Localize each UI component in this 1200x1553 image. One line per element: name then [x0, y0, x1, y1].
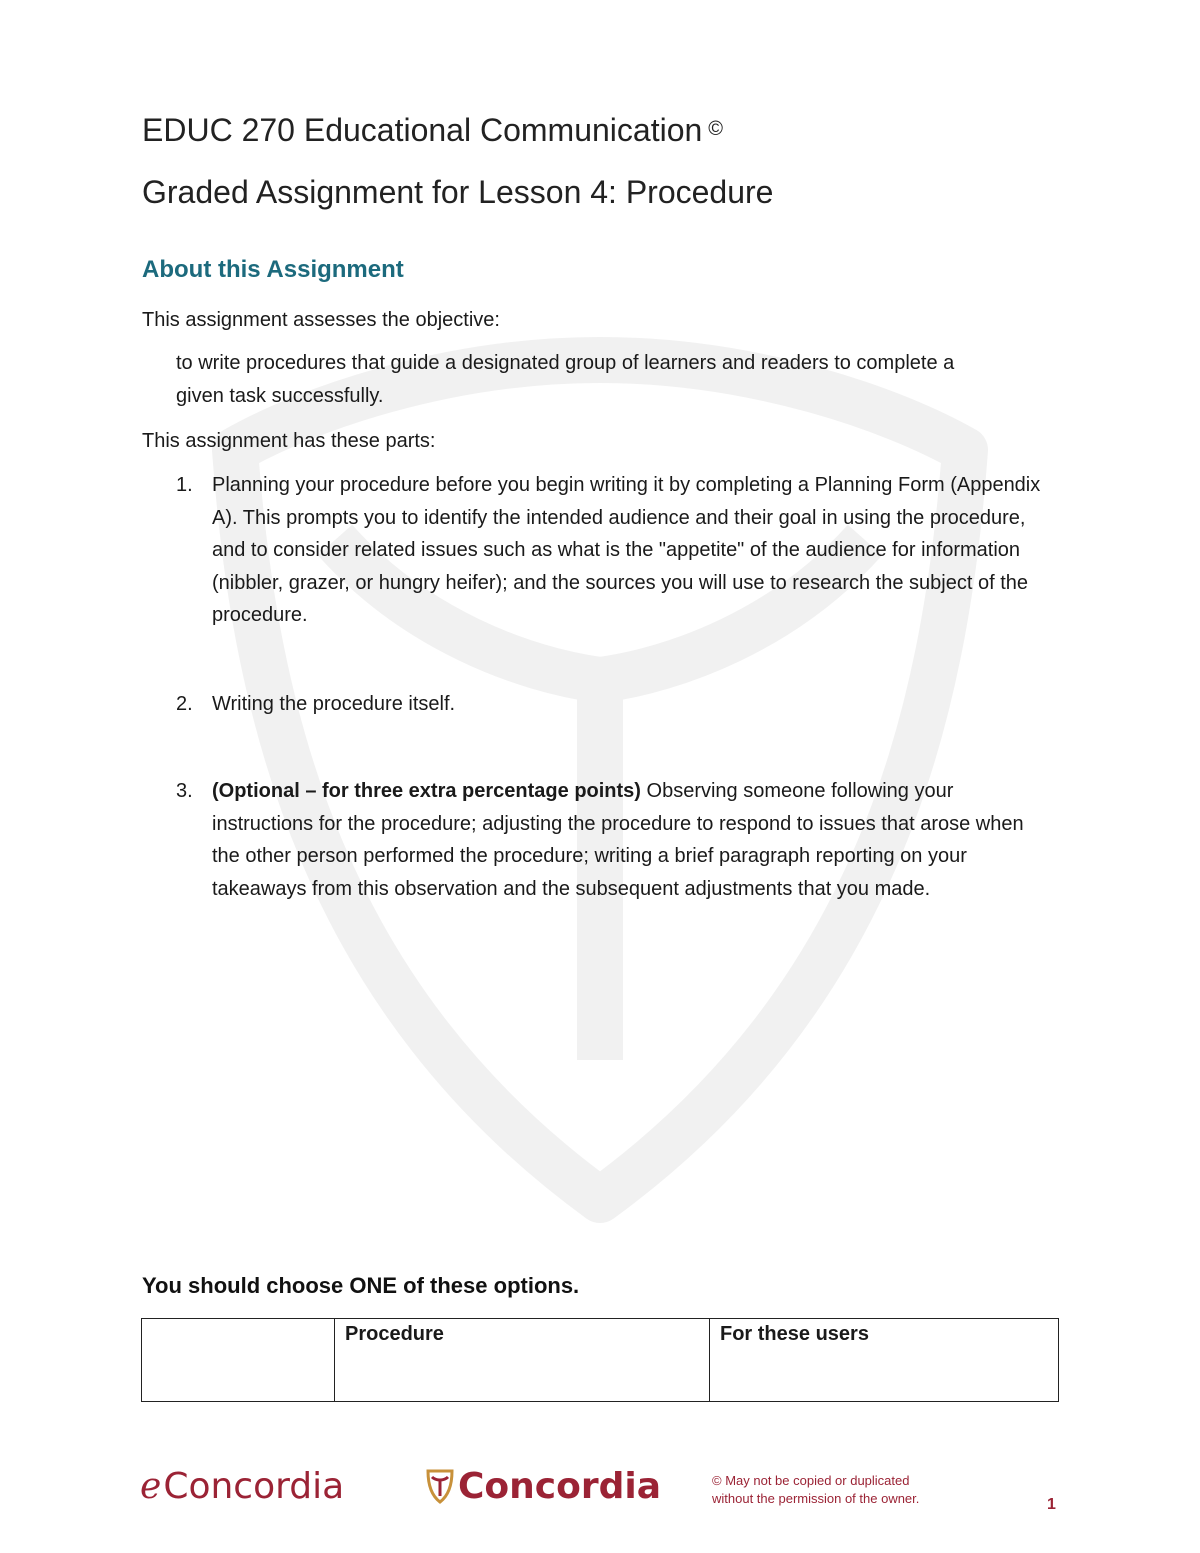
parts-intro: This assignment has these parts: [142, 430, 436, 452]
copyright-symbol: © [708, 118, 724, 140]
list-text-container [212, 775, 1056, 905]
list-number: 2. [176, 693, 193, 715]
page-number: 1 [1047, 1496, 1056, 1513]
about-heading: About this Assignment [142, 256, 404, 283]
list-item-part-2 [176, 688, 1056, 721]
list-number: 3. [176, 780, 193, 802]
notice-line: © May not be copied or duplicated [712, 1473, 910, 1488]
list-number: 1. [176, 474, 193, 496]
objective-intro: This assignment assesses the objective: [142, 309, 500, 331]
notice-line: without the permission of the owner. [712, 1491, 920, 1506]
options-table [141, 1318, 1059, 1402]
table-header-users: For these users [710, 1319, 1059, 1402]
table-row [142, 1319, 1059, 1402]
list-text: Planning your procedure before you begin writing it by completing a Planning Form (Appendix A). This prompts you to identify the intended audience and their goal in using the procedure, and to consider related issues such as what is the "appetite" of the audience for information (nibbler, grazer, or hungry heifer); and the sources you will use to research the subject of the procedure. [212, 474, 1041, 626]
assignment-title: Graded Assignment for Lesson 4: Procedure [142, 174, 774, 210]
econcordia-logo [140, 1466, 344, 1507]
options-heading: You should choose ONE of these options. [142, 1273, 580, 1298]
econcordia-logo-prefix: e [140, 1466, 162, 1507]
list-text: Writing the procedure itself. [212, 693, 456, 715]
concordia-logo-text: Concordia [458, 1466, 662, 1507]
concordia-logo [426, 1466, 661, 1507]
list-item-part-1 [176, 469, 1056, 632]
course-title [142, 112, 723, 149]
list-bold-text: (Optional – for three extra percentage points) [212, 780, 641, 802]
objective-text: to write procedures that guide a designated group of learners and readers to complete a given task successfully. [176, 352, 955, 407]
econcordia-logo-text: Concordia [163, 1466, 345, 1507]
table-header-cell [142, 1319, 335, 1402]
copyright-notice [712, 1472, 919, 1508]
list-text: Observing someone following your instructions for the procedure; adjusting the procedure to respond to issues that arose when the other person performed the procedure; writing a brief paragraph reporting on your takeaways from this observation and the subsequent adjustments that you made. [212, 780, 1024, 900]
table-header-procedure: Procedure [335, 1319, 710, 1402]
concordia-shield-icon [426, 1468, 454, 1504]
course-title-text: EDUC 270 Educational Communication [142, 112, 703, 148]
list-item-part-3 [176, 775, 1056, 905]
